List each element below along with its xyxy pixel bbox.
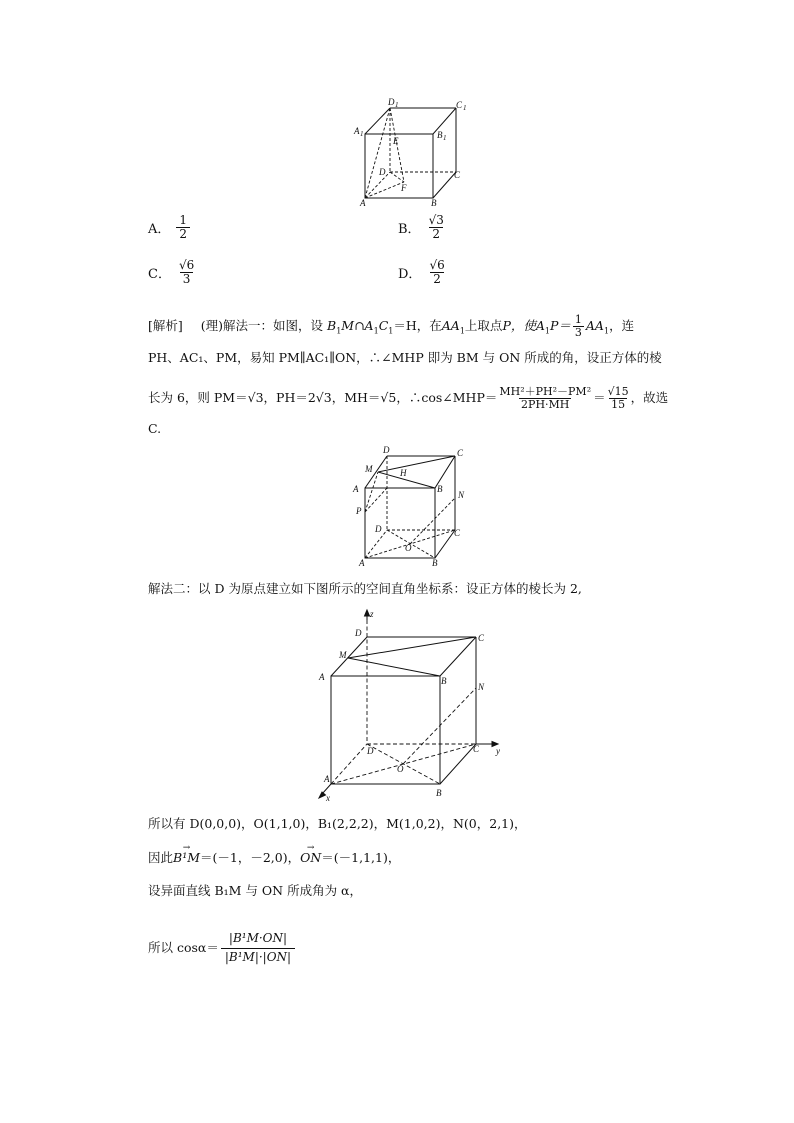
coords-line-1: 所以有 D(0,0,0)，O(1,1,0)，B₁(2,2,2)，M(1,0,2)，N(0，2,1)， [148, 816, 527, 831]
fig2-label-n: N [458, 490, 465, 500]
option-c-letter: C． [148, 266, 171, 282]
fig3-label-c1: C [478, 633, 485, 643]
fig3-label-b1: B [441, 676, 447, 686]
fig2-label-d: D [375, 524, 382, 534]
fig1-label-d: D [379, 167, 386, 177]
fig1-label-f: F [401, 183, 407, 193]
fig3-label-x: x [326, 793, 330, 803]
fig2-label-a: A [359, 558, 365, 568]
solution-line-2: PH、AC₁、PM，易知 PM∥AC₁∥ON，∴∠MHP 即为 BM 与 ON 所成的角，设正方体的棱 [148, 350, 662, 365]
fig1-label-e: E [393, 136, 399, 146]
analysis-tag: [解析] [148, 318, 183, 334]
option-b-letter: B． [398, 221, 421, 237]
fig3-label-n: N [478, 682, 485, 692]
fig3-label-m: M [339, 650, 347, 660]
fig3-label-a: A [324, 774, 330, 784]
option-b-value: $\frac{√3}{2}$ [428, 213, 444, 241]
fig2-label-h: H [400, 468, 407, 478]
fig2-label-o: O [405, 543, 412, 553]
coords-line-3: 设异面直线 B₁M 与 ON 所成角为 α， [148, 883, 362, 898]
fig2-label-c1: C [457, 448, 464, 458]
option-d-value: $\frac{√6}{2}$ [429, 258, 445, 286]
result-fraction: $\frac{√15}{15}$ [607, 385, 629, 412]
fig1-label-c1: C [456, 100, 463, 110]
option-b [398, 214, 446, 240]
svg-text:1: 1 [360, 130, 364, 138]
fig2-label-d1: D [383, 445, 390, 455]
fig3-label-a1: A [319, 672, 325, 682]
option-a [148, 214, 190, 240]
solution-line-3: 长为 6，则 PM＝√3，PH＝2√3，MH＝√5，∴cos∠MHP＝ $\frac{\text{MH²＋PH²－PM²}}{2PH\cdot MH}$ ＝ $\frac{√15}{15}$ ，故选 [148, 385, 669, 412]
fig3-label-b: B [436, 788, 442, 798]
fig3-label-z: z [370, 609, 374, 619]
option-d [398, 259, 447, 285]
fig1-label-a: A [360, 198, 366, 208]
svg-text:1: 1 [443, 134, 447, 142]
fig1-label-d1: D [388, 97, 395, 107]
svg-text:1: 1 [395, 101, 399, 109]
fig1-label-b1: B [437, 130, 443, 140]
fig2-label-p: P [356, 506, 362, 516]
solution-line-4: C. [148, 421, 162, 436]
cos-fraction: $\frac{\text{MH²＋PH²－PM²}}{2PH\cdot MH}$ [499, 385, 592, 412]
solution-2-intro: 解法二：以 D 为原点建立如下图所示的空间直角坐标系：设正方体的棱长为 2, [148, 581, 582, 596]
option-c [148, 259, 196, 285]
fig1-label-b: B [431, 198, 437, 208]
fraction-one-third: $\frac{1}{3}$ [574, 313, 582, 340]
fig3-label-c: C [473, 744, 480, 754]
fig1-label-a1: A [354, 126, 360, 136]
option-a-letter: A． [148, 221, 171, 237]
solution-line-1: [解析] (理)解法一：如图，设 $B_1M\cap A_1C_1=H$，在$AA_1$上取点P，使$A_1P=$ $\frac{1}{3}$ $AA_1$，连 [148, 313, 635, 340]
fig1-label-c: C [454, 170, 461, 180]
option-c-value: $\frac{√6}{3}$ [178, 258, 195, 286]
figure-cube-1 [352, 96, 472, 208]
cos-alpha-fraction: |B¹M·ON| |B¹M|·|ON| [221, 930, 295, 965]
fig3-label-y: y [496, 746, 500, 756]
fig2-label-a1: A [353, 484, 359, 494]
vector-b1m: → B¹M [173, 849, 200, 867]
fig2-label-m: M [365, 464, 373, 474]
coords-line-4: 所以 cosα＝ |B¹M·ON| |B¹M|·|ON| [148, 918, 297, 978]
figure-cube-3 [318, 608, 508, 804]
option-d-letter: D． [398, 266, 422, 282]
fig2-label-b1: B [437, 484, 443, 494]
fig2-label-b: B [432, 558, 438, 568]
fig2-label-c: C [454, 528, 461, 538]
svg-text:1: 1 [463, 104, 467, 112]
vector-on: → ON [300, 849, 321, 867]
figure-cube-2 [350, 442, 480, 570]
coords-line-2: 因此→ B¹M＝(－1，－2,0)，→ ON＝(－1,1,1)， [148, 849, 400, 867]
fig3-label-o: O [397, 764, 404, 774]
option-a-value: $\frac{1}{2}$ [176, 214, 190, 240]
fig3-label-d1: D [355, 628, 362, 638]
fig3-label-d: D [367, 746, 374, 756]
